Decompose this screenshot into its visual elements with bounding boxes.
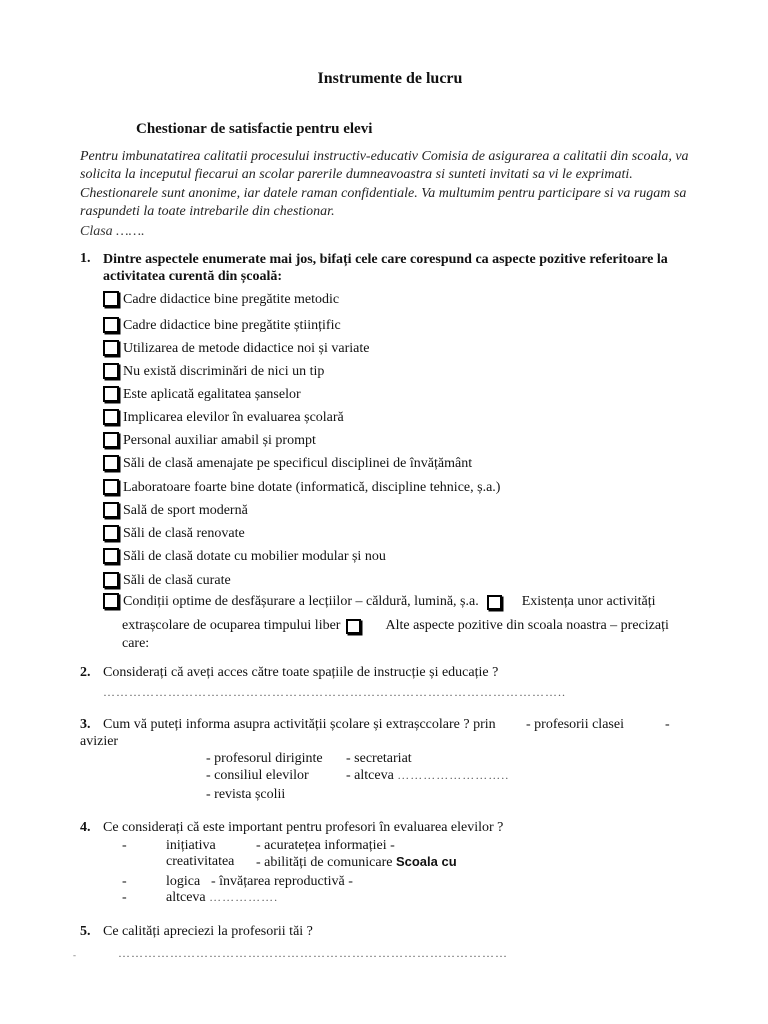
checkbox[interactable] (103, 593, 119, 609)
option-row[interactable] (103, 480, 500, 496)
option-row[interactable] (103, 456, 472, 472)
option-label: Existența unor activități (521, 594, 656, 609)
option-label: Este aplicată egalitatea șanselor (123, 387, 301, 402)
intro-paragraph: Pentru imbunatatirea calitatii procesului instructiv-educativ Comisia de asigurarea a calitatii din scoala, va solicita la inceputul fiecarui an scolar parerile dumneavoastra si sunteti invitati sa vi le exprimati. Chestionarele sunt anonime, iar datele raman confidentiale. Va multumim pentru participare si va rugam sa raspundeti la toate intrebarile din chestionar. (80, 149, 689, 219)
option-label: Cadre didactice bine pregătite științific (123, 318, 341, 333)
question-2-text: Considerați că aveți acces către toate spațiile de instrucție și educație ? (103, 665, 499, 680)
option-row[interactable] (103, 573, 231, 589)
option-row[interactable] (103, 341, 369, 357)
class-field[interactable]: Clasa ……. (80, 224, 145, 239)
option-label: Personal auxiliar amabil și prompt (123, 433, 316, 448)
option-row-last (103, 594, 655, 610)
option-label: Laboratoare foarte bine dotate (informatică, discipline tehnice, ș.a.) (123, 480, 501, 495)
option-text: creativitatea (166, 854, 235, 869)
checkbox[interactable] (103, 363, 119, 379)
option-label: Implicarea elevilor în evaluarea școlară (123, 410, 344, 425)
option-label: Alte aspecte pozitive din scoala noastra – precizați (385, 618, 669, 633)
question-1-text: Dintre aspectele enumerate mai jos, bifați cele care corespund ca aspecte pozitive referitoare la activitatea curentă din școală: (103, 252, 668, 284)
checkbox[interactable] (103, 525, 119, 541)
question-number: 5. (80, 924, 91, 939)
question-number: 2. (80, 665, 91, 680)
answer-line[interactable]: ……………………………………………………………………………… (118, 946, 508, 960)
option-text: - secretariat (346, 751, 412, 766)
question-4-text: Ce considerați că este important pentru profesori în evaluarea elevilor ? (103, 820, 504, 835)
option-text: inițiativa (166, 838, 216, 853)
option-text: altceva ……………. (166, 890, 279, 905)
option-row[interactable] (103, 292, 339, 308)
question-number: 3. (80, 717, 91, 732)
checkbox[interactable] (103, 340, 119, 356)
option-row[interactable] (103, 318, 341, 334)
option-label: Săli de clasă renovate (123, 526, 245, 541)
checkbox[interactable] (103, 291, 119, 307)
checkbox[interactable] (103, 386, 119, 402)
option-text: - învățarea reproductivă - (211, 874, 353, 889)
page-title: Instrumente de lucru (317, 70, 463, 87)
option-text: avizier (80, 734, 119, 749)
option-row-extra (122, 618, 669, 634)
checkbox[interactable] (103, 432, 119, 448)
checkbox[interactable] (103, 572, 119, 588)
option-text: - profesorii clasei (526, 717, 624, 732)
option-row[interactable] (103, 410, 344, 426)
option-text: - altceva …………………….. (346, 768, 510, 783)
option-text: logica (166, 874, 201, 889)
option-text: - profesorul diriginte (206, 751, 323, 766)
option-row[interactable] (103, 503, 248, 519)
option-text: - abilități de comunicare Scoala cu (256, 854, 457, 870)
option-label: Nu există discriminări de nici un tip (123, 364, 325, 379)
list-dash: - (122, 874, 127, 889)
question-number: 1. (80, 251, 91, 266)
option-row[interactable] (103, 549, 386, 565)
checkbox[interactable] (103, 548, 119, 564)
option-text: - revista școlii (206, 787, 286, 802)
option-text: - consiliul elevilor (206, 768, 309, 783)
option-label: Cadre didactice bine pregătite metodic (123, 292, 340, 307)
option-row[interactable] (103, 387, 301, 403)
checkbox[interactable] (487, 595, 502, 610)
checkbox[interactable] (103, 455, 119, 471)
margin-mark: - (73, 950, 76, 960)
list-dash: - (122, 890, 127, 905)
checkbox[interactable] (103, 409, 119, 425)
question-number: 4. (80, 820, 91, 835)
option-label: Săli de clasă amenajate pe specificul disciplinei de învățământ (123, 456, 473, 471)
option-label: Condiții optime de desfășurare a lecțiilor – căldură, lumină, ș.a. (123, 594, 479, 609)
option-label: Utilizarea de metode didactice noi și variate (123, 341, 370, 356)
answer-line[interactable]: …………………………………………………………………………………………….. (103, 685, 566, 699)
option-label-care: care: (122, 636, 150, 651)
option-label: extrașcolare de ocuparea timpului liber (122, 618, 341, 633)
checkbox[interactable] (346, 619, 361, 634)
option-row[interactable] (103, 364, 324, 380)
question-3-text: Cum vă puteți informa asupra activității școlare și extrașccolare ? prin (103, 717, 496, 732)
checkbox[interactable] (103, 317, 119, 333)
option-text: - (665, 717, 670, 732)
option-row[interactable] (103, 433, 316, 449)
question-5-text: Ce calități apreciezi la profesorii tăi ? (103, 924, 313, 939)
option-text: - acuratețea informației - (256, 838, 395, 853)
list-dash: - (122, 838, 127, 853)
questionnaire-subtitle: Chestionar de satisfactie pentru elevi (136, 121, 373, 137)
option-label: Sală de sport modernă (123, 503, 248, 518)
answer-line[interactable]: ……………. (209, 890, 279, 904)
checkbox[interactable] (103, 502, 119, 518)
checkbox[interactable] (103, 479, 119, 495)
answer-line[interactable]: …………………….. (397, 768, 510, 782)
option-label: Săli de clasă dotate cu mobilier modular și nou (123, 549, 386, 564)
option-row[interactable] (103, 526, 245, 542)
option-label: Săli de clasă curate (123, 573, 231, 588)
